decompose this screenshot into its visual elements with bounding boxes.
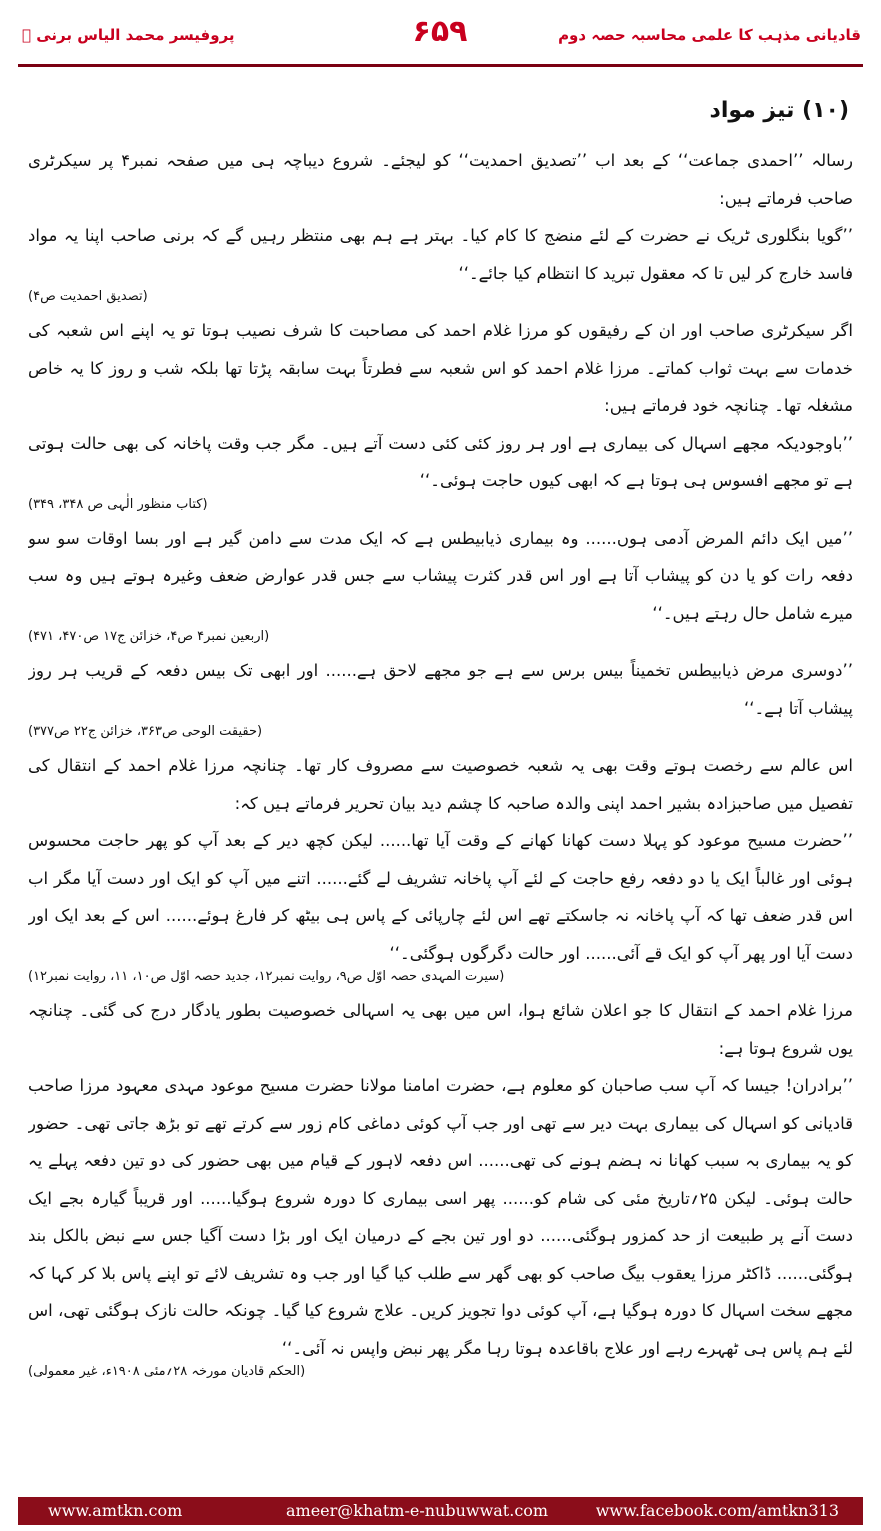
author-name: پروفیسر محمد الیاس برنی ﷫: [22, 26, 235, 44]
quote: ’’حضرت مسیح موعود کو پہلا دست کھانا کھانے کے وقت آیا تھا...... لیکن کچھ دیر کے بعد آپ کو پھر حاجت محسوس ہوئی اور غالباً ایک یا دو دفعہ رفع حاجت کے لئے آپ پاخانہ تشریف لے گئے...... اتنے میں آپ کو ایک اور دست آیا مگر اب اس قدر ضعف تھا کہ آپ پاخانہ نہ جاسکتے تھے اس لئے چارپائی کے پاس ہی بیٹھ کر فارغ ہوئے...... اس کے بعد ایک اور دست آیا اور پھر آپ کو ایک قے آئی...... اور حالت دگرگوں ہوگئی۔‘‘: [28, 831, 853, 963]
paragraph: رسالہ ’’احمدی جماعت‘‘ کے بعد اب ’’تصدیق احمدیت‘‘ کو لیجئے۔ شروع دیباچہ ہی میں صفحہ نمبر۴ پر سیکرٹری صاحب فرماتے ہیں:: [28, 151, 853, 208]
citation: (اربعین نمبر۴ ص۴، خزائن ج۱۷ ص۴۷۰، ۴۷۱): [28, 629, 270, 644]
citation: (کتاب منظور الٰہی ص ۳۴۸، ۳۴۹): [28, 496, 208, 512]
book-title: قادیانی مذہب کا علمی محاسبہ حصہ دوم: [558, 26, 861, 44]
quote: ’’میں ایک دائم المرض آدمی ہوں...... وہ بیماری ذیابیطس ہے کہ ایک مدت سے دامن گیر ہے اور بسا اوقات سو سو دفعہ رات کو یا دن کو پیشاب آتا ہے اور اس قدر کثرت پیشاب سے جس قدر عوارض ضعف وغیرہ ہوتے ہیں وہ سب میرے شامل حال رہتے ہیں۔‘‘: [28, 528, 853, 623]
quote: ’’برادران! جیسا کہ آپ سب صاحبان کو معلوم ہے، حضرت امامنا مولانا حضرت مسیح موعود مہدی معہود مرزا صاحب قادیانی کو اسہال کی بیماری بہت دیر سے تھی اور جب آپ کوئی دماغی کام زور سے کرتے تھے تو بڑھ جاتی تھی۔ حضور کو یہ بیماری بہ سبب کھانا نہ ہضم ہونے کی تھی...... اس دفعہ لاہور کے قیام میں بھی حضور کی دو تین دفعہ پہلے یہ حالت ہوئی۔ لیکن ۲۵؍تاریخ مئی کی شام کو...... پھر اسی بیماری کا دورہ شروع ہوگیا...... اور قریباً گیارہ بجے ایک دست آنے پر طبیعت از حد کمزور ہوگئی...... دو اور تین بجے کے درمیان ایک اور بڑا دست آگیا جس سے نبض بالکل بند ہوگئی...... ڈاکٹر مرزا یعقوب بیگ صاحب کو بھی گھر سے طلب کیا گیا اور جب وہ تشریف لائے تو اپنے پاس بلا کر کہا کہ مجھے سخت اسہال کا دورہ ہوگیا ہے، آپ کوئی دوا تجویز کریں۔ علاج شروع کیا گیا۔ چونکہ حالت نازک ہوگئی تھی، اس لئے ہم پاس ہی ٹھہرے رہے اور علاج باقاعدہ ہوتا رہا مگر پھر نبض واپس نہ آئی۔‘‘: [28, 1076, 853, 1358]
quote: ’’گویا بنگلوری ٹریک نے حضرت کے لئے منضج کا کام کیا۔ بہتر ہے ہم بھی منتظر رہیں گے کہ برنی صاحب اپنا یہ مواد فاسد خارج کر لیں تا کہ معقول تبرید کا انتظام کیا جائے۔‘‘: [28, 226, 853, 283]
page-header: [0, 0, 881, 64]
citation: (تصدیق احمدیت ص۴): [28, 289, 148, 304]
section-heading: (۱۰) تیز مواد: [709, 98, 849, 123]
citation: (سیرت المہدی حصہ اوّل ص۹، روایت نمبر۱۲، جدید حصہ اوّل ص۱۰، ۱۱، روایت نمبر۱۲): [28, 969, 505, 984]
citation: (الحکم قادیان مورخہ ۲۸؍مئی ۱۹۰۸ء، غیر معمولی): [28, 1364, 306, 1379]
quote: ’’دوسری مرض ذیابیطس تخمیناً بیس برس سے ہے جو مجھے لاحق ہے...... اور ابھی تک بیس دفعہ کے قریب ہر روز پیشاب آتا ہے۔‘‘: [28, 661, 853, 718]
citation: (حقیقت الوحی ص۳۶۳، خزائن ج۲۲ ص۳۷۷): [28, 724, 263, 739]
website-link[interactable]: www.amtkn.com: [48, 1501, 183, 1520]
paragraph: مرزا غلام احمد کے انتقال کا جو اعلان شائع ہوا، اس میں بھی یہ اسہالی خصوصیت بطور یادگار درج کی گئی۔ چنانچہ یوں شروع ہوتا ہے:: [28, 1001, 853, 1058]
facebook-link[interactable]: www.facebook.com/amtkn313: [595, 1501, 839, 1520]
paragraph: اگر سیکرٹری صاحب اور ان کے رفیقوں کو مرزا غلام احمد کی مصاحبت کا شرف نصیب ہوتا تو یہ اپنے اس شعبہ کی خدمات سے بہت ثواب کماتے۔ مرزا غلام احمد کو اس شعبہ سے فطرتاً بہت سابقہ پڑتا تھا بلکہ شب و روز کا یہ خاص مشغلہ تھا۔ چنانچہ خود فرماتے ہیں:: [28, 321, 853, 415]
page-footer: [18, 1497, 863, 1525]
quote: ’’باوجودیکہ مجھے اسہال کی بیماری ہے اور ہر روز کئی کئی دست آتے ہیں۔ مگر جب وقت پاخانہ کی بھی حالت ہوتی ہے تو مجھے افسوس ہی ہوتا ہے کہ ابھی کیوں حاجت ہوئی۔‘‘: [28, 433, 853, 490]
header-divider: [18, 64, 863, 67]
page-number: ۶۵۹: [412, 14, 468, 49]
page-body: [28, 98, 853, 1488]
email-link[interactable]: ameer@khatm-e-nubuwwat.com: [286, 1501, 549, 1520]
paragraph: اس عالم سے رخصت ہوتے وقت بھی یہ شعبہ خصوصیت سے مصروف کار تھا۔ چنانچہ مرزا غلام احمد کے انتقال کی تفصیل میں صاحبزادہ بشیر احمد اپنی والدہ صاحبہ کا چشم دید بیان تحریر فرماتے ہیں کہ:: [28, 756, 853, 813]
